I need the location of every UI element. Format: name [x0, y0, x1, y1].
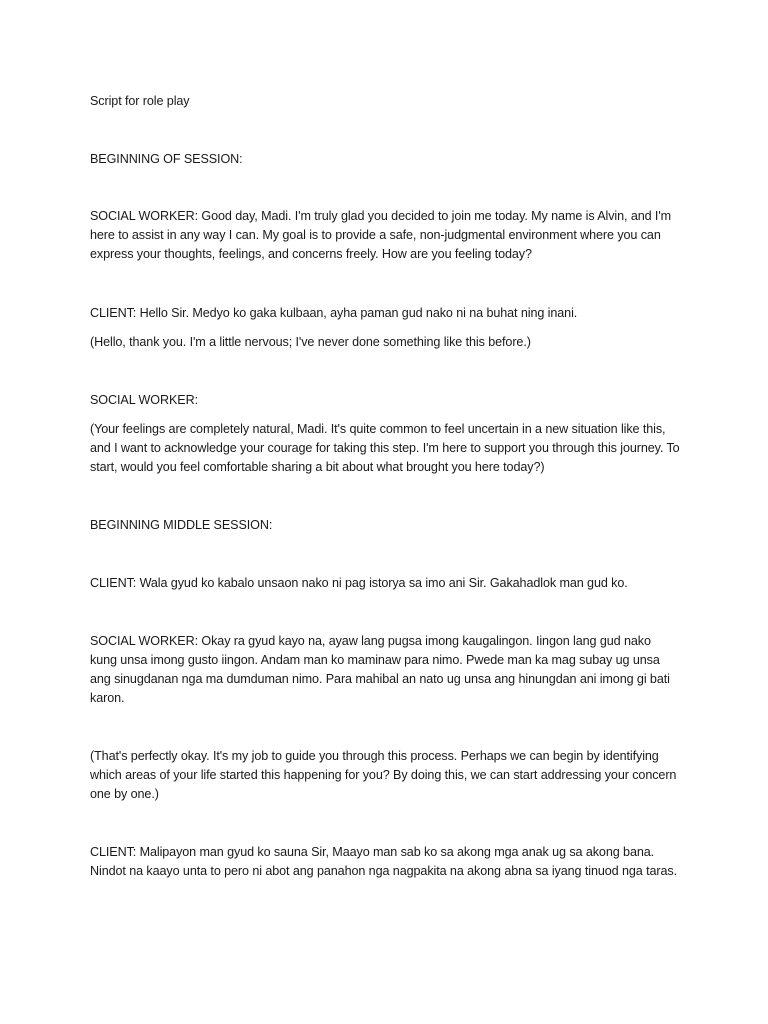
- document-title: Script for role play: [90, 94, 190, 108]
- client-story: CLIENT: Malipayon man gyud ko sauna Sir, Maayo man sab ko sa akong mga anak ug sa akong bana. Nindot na kaayo unta to pero ni abot ang panahon nga nagpakita na akong abna sa iyang tinuod nga taras.: [90, 845, 677, 878]
- section-heading-beginning: BEGINNING OF SESSION:: [90, 152, 243, 166]
- social-worker-encouragement: SOCIAL WORKER: Okay ra gyud kayo na, ayaw lang pugsa imong kaugalingon. Iingon lang gud nako kung unsa imong gusto iingon. Andam man ko maminaw para nimo. Pwede man ka mag subay ug unsa ang sinugdanan nga ma dumduman nimo. Para mahibal an nato ug unsa ang hinungdan ani imong gi bati karon.: [90, 634, 670, 705]
- social-worker-label: SOCIAL WORKER:: [90, 393, 198, 407]
- client-response-nervous: CLIENT: Hello Sir. Medyo ko gaka kulbaan, ayha paman gud nako ni na buhat ning inani.: [90, 306, 578, 320]
- social-worker-reassurance: (Your feelings are completely natural, Madi. It's quite common to feel uncertain in a new situation like this, and I want to acknowledge your courage for taking this step. I'm here to support you through this journey. To start, would you feel comfortable sharing a bit about what brought you here today?): [90, 422, 680, 474]
- social-worker-greeting: SOCIAL WORKER: Good day, Madi. I'm truly glad you decided to join me today. My name is Alvin, and I'm here to assist in any way I can. My goal is to provide a safe, non-judgmental environment where you can express your thoughts, feelings, and concerns freely. How are you feeling today?: [90, 209, 672, 261]
- section-heading-middle: BEGINNING MIDDLE SESSION:: [90, 518, 273, 532]
- client-response-translation: (Hello, thank you. I'm a little nervous; I've never done something like this before.): [90, 335, 531, 349]
- social-worker-translation: (That's perfectly okay. It's my job to guide you through this process. Perhaps we can begin by identifying which areas of your life started this happening for you? By doing this, we can start addressing your concern one by one.): [90, 749, 677, 801]
- client-response-afraid: CLIENT: Wala gyud ko kabalo unsaon nako ni pag istorya sa imo ani Sir. Gakahadlok man gud ko.: [90, 576, 628, 590]
